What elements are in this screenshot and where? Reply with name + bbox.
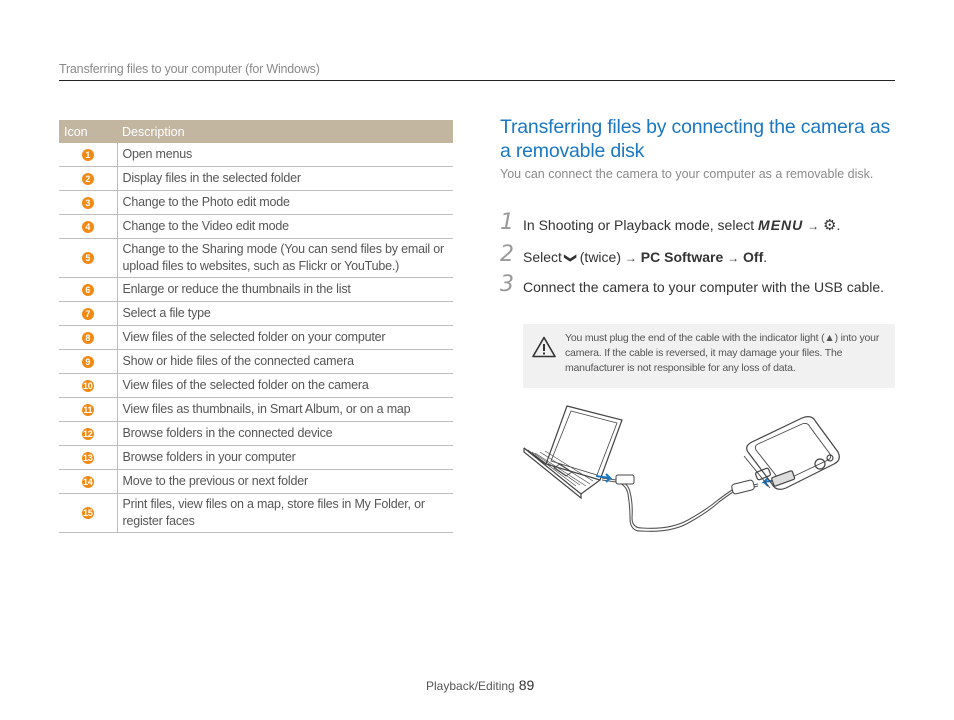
arrow-icon: → [624,251,637,265]
icon-cell [59,215,117,239]
table-row [59,470,453,494]
table-row [59,446,453,470]
description-cell: Show or hide files of the connected camera [117,350,453,374]
table-row [59,239,453,278]
description-cell: View files of the selected folder on the camera [117,374,453,398]
description-cell: View files of the selected folder on your computer [117,326,453,350]
description-cell: Browse folders in the connected device [117,422,453,446]
chevron-down-icon: ❯ [563,252,578,264]
warning-box [523,324,895,388]
footer-label: Playback/Editing [426,679,515,693]
icon-cell [59,350,117,374]
step-2-text: Select [523,249,562,265]
table-row [59,326,453,350]
number-badge-icon: 8 [82,332,94,344]
gear-icon: ⚙ [823,217,837,234]
description-cell: Print files, view files on a map, store files in My Folder, or register faces [117,494,453,533]
step-text [523,214,895,237]
warning-text-a: You must plug the end of the cable with the indicator light ( [565,332,825,344]
icon-description-table [59,120,453,533]
icon-cell [59,278,117,302]
number-badge-icon: 1 [82,149,94,161]
description-cell: Change to the Sharing mode (You can send files by email or upload files to websites, such as Flickr or YouTube.) [117,239,453,278]
step-number: 3 [500,272,514,297]
warning-text-b: ) into your camera. If the cable is reversed, it may damage your files. The manufacturer is not responsible for any loss of data. [565,332,880,374]
icon-cell [59,191,117,215]
number-badge-icon: 15 [82,508,93,519]
laptop-illustration [524,406,622,498]
pc-software-option: PC Software [640,249,724,265]
table-row [59,350,453,374]
description-cell: Select a file type [117,302,453,326]
step-2-end: . [763,249,768,265]
page-footer [426,677,534,693]
usb-connection-illustration [520,400,840,540]
number-badge-icon: 11 [83,404,93,415]
number-badge-icon: 6 [82,284,94,296]
running-header: Transferring files to your computer (for Windows) [59,62,320,76]
table-row [59,143,453,167]
section-title: Transferring files by connecting the camera as a removable disk [500,116,891,162]
off-option: Off [743,249,764,265]
description-cell: View files as thumbnails, in Smart Album, or on a map [117,398,453,422]
step-number: 1 [500,210,514,235]
description-cell: Open menus [117,143,453,167]
number-badge-icon: 13 [82,452,93,463]
table-row [59,398,453,422]
step-1-end: . [836,217,841,233]
table-row [59,191,453,215]
camera-illustration [744,417,839,490]
table-row [59,215,453,239]
number-badge-icon: 2 [82,173,94,185]
usb-plug-pc [616,475,634,484]
number-badge-icon: 3 [82,197,94,209]
arrow-icon: → [807,219,820,233]
header-rule [59,80,895,81]
table-row [59,494,453,533]
description-cell: Enlarge or reduce the thumbnails in the list [117,278,453,302]
icon-cell [59,326,117,350]
number-badge-icon: 4 [82,221,94,233]
icon-cell [59,422,117,446]
description-cell: Change to the Photo edit mode [117,191,453,215]
description-cell: Change to the Video edit mode [117,215,453,239]
icon-cell [59,470,117,494]
icon-cell [59,398,117,422]
number-badge-icon: 7 [82,308,94,320]
step-text [523,246,895,269]
number-badge-icon: 10 [82,380,93,391]
caution-triangle-icon [532,336,556,358]
description-cell: Browse folders in your computer [117,446,453,470]
step-text: Connect the camera to your computer with the USB cable. [523,279,885,295]
number-badge-icon: 9 [82,356,94,368]
table-row [59,374,453,398]
icon-cell [59,239,117,278]
table-row [59,278,453,302]
table-body [59,143,453,533]
section-intro: You can connect the camera to your computer as a removable disk. [500,167,874,181]
page-number: 89 [518,677,535,693]
number-badge-icon: 5 [82,252,94,264]
step-number: 2 [500,242,514,267]
table-row [59,302,453,326]
number-badge-icon: 12 [82,428,93,439]
usb-plug-camera [731,479,755,494]
description-cell: Move to the previous or next folder [117,470,453,494]
icon-cell [59,302,117,326]
description-cell: Display files in the selected folder [117,167,453,191]
indicator-light-icon: ▲ [824,332,835,344]
table-header-row [59,120,453,143]
warning-text [565,331,887,376]
menu-icon: MENU [758,217,804,233]
table-row [59,167,453,191]
number-badge-icon: 14 [82,476,93,487]
column-header-icon: Icon [59,120,117,143]
arrow-icon: → [727,251,740,265]
icon-cell [59,494,117,533]
table-row [59,422,453,446]
column-header-description: Description [117,120,453,143]
icon-cell [59,167,117,191]
icon-cell [59,143,117,167]
icon-cell [59,374,117,398]
step-2-twice: (twice) [579,249,621,265]
step-1-text: In Shooting or Playback mode, select [523,217,755,233]
icon-cell [59,446,117,470]
